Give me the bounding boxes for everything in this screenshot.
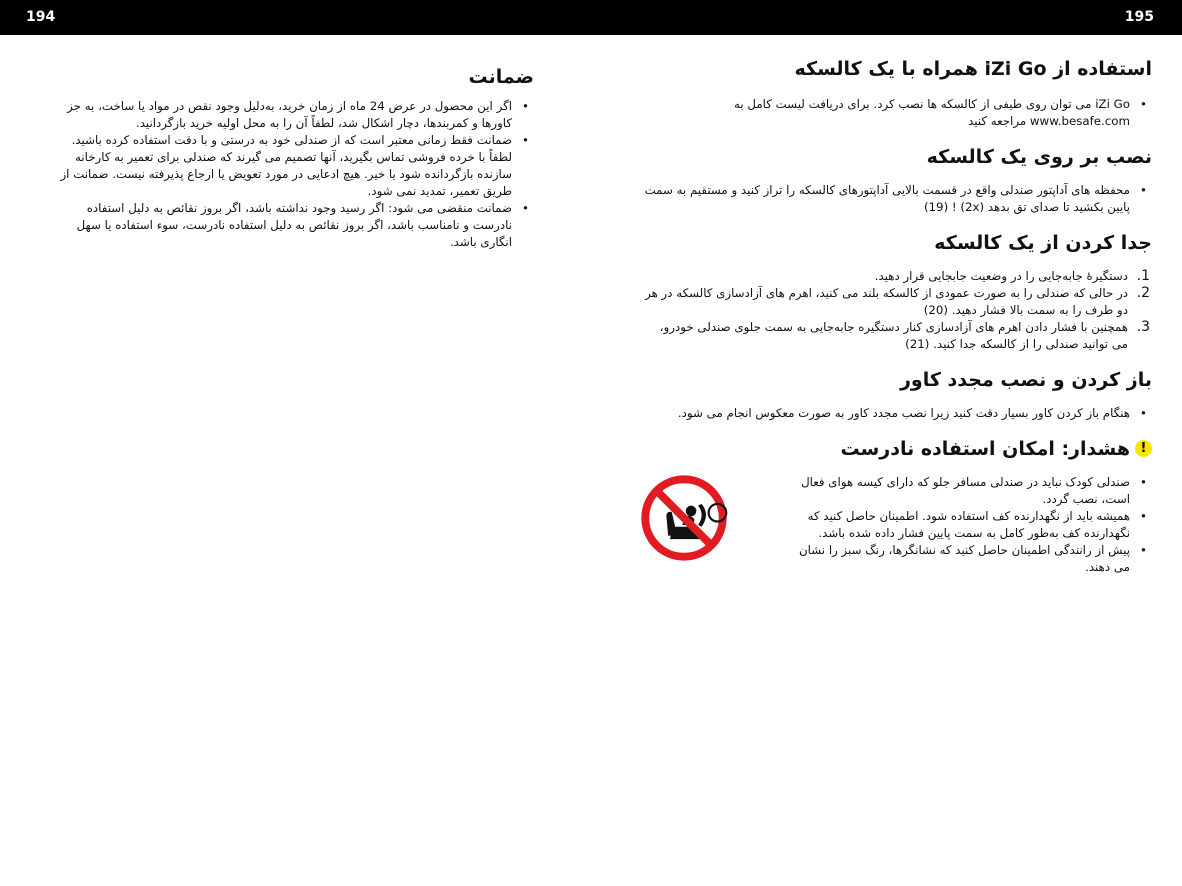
list-item <box>640 268 1152 285</box>
top-bar <box>0 0 1182 35</box>
list-item: • ضمانت فقط زمانی معتبر است که از صندلی خود به درستی و با دقت استفاده کرده باشید. لطفاً با خرده فروشی تماس بگیرید، آنها تصمیم می گیرند که صندلی برای تعمیر به کارخانه سازنده بازگردانده شود یا خیر. هیچ ادعایی در مورد تعویض یا ارجاع پذیرفته نیست. ضمانت از طریق تعمیر، تمدید نمی شود. <box>46 132 534 200</box>
list-item: • اگر این محصول در عرض 24 ماه از زمان خرید، به‌دلیل وجود نقص در مواد یا ساخت، به جز کاورها و کمربندها، دچار اشکال شد، لطفاً آن را به محل اولیه خرید بازگردانید. <box>46 98 534 132</box>
section-title-stroller-use: استفاده از iZi Go همراه با یک کالسکه <box>794 58 1152 80</box>
list-item: • صندلی کودک نباید در صندلی مسافر جلو که دارای کیسه هوای فعال است، نصب گردد. <box>790 474 1152 508</box>
warning-header <box>640 436 1152 462</box>
step-text: در حالی که صندلی را به صورت عمودی از کالسکه بلند می کنید، اهرم های آزادسازی کالسکه در هر دو طرف را به سمت بالا فشار دهید. (20) <box>645 286 1128 317</box>
step-number: 3. <box>1136 319 1150 335</box>
right-column <box>640 56 1152 576</box>
page-number-right: 195 <box>1124 9 1154 25</box>
step-number: 1. <box>1136 268 1150 284</box>
no-airbag-front-seat-icon <box>640 474 728 562</box>
section-title-install-on-stroller: نصب بر روی یک کالسکه <box>926 146 1152 168</box>
step-number: 2. <box>1136 285 1150 301</box>
list-item: • هنگام باز کردن کاور بسیار دقت کنید زیرا نصب مجدد کاور به صورت معکوس انجام می شود. <box>640 405 1152 422</box>
section-title-remove-from-stroller: جدا کردن از یک کالسکه <box>934 232 1152 254</box>
section-title-cover-removal: باز کردن و نصب مجدد کاور <box>899 369 1152 391</box>
warranty-title: ضمانت <box>468 66 534 88</box>
warning-block <box>640 436 1152 576</box>
warning-title: هشدار: امکان استفاده نادرست <box>840 438 1130 460</box>
list-item <box>640 319 1152 353</box>
list-item: • محفظه های آداپتور صندلی واقع در قسمت بالایی آداپتورهای کالسکه را تراز کنید و مستقیم به سمت پایین بکشید تا صدای تق بدهد (2x) ! (19) <box>640 182 1152 216</box>
list-item: • ضمانت منقضی می شود: اگر رسید وجود نداشته باشد، اگر بروز نقائص به دلیل استفاده نادرست و نامناسب باشد، اگر بروز نقائص به دلیل استفاده نادرست، سوء استفاده یا سهل انگاری باشد. <box>46 200 534 251</box>
step-text: دستگیرهٔ جابه‌جایی را در وضعیت جابجایی قرار دهید. <box>874 269 1128 283</box>
list-item: • پیش از رانندگی اطمینان حاصل کنید که نشانگرها، رنگ سبز را نشان می دهند. <box>790 542 1152 576</box>
list-item <box>640 285 1152 319</box>
warning-icon: ! <box>1135 440 1152 457</box>
list-item: • همیشه باید از نگهدارنده کف استفاده شود. اطمینان حاصل کنید که نگهدارنده کف به‌طور کامل به سمت پایین فشار داده شده باشد. <box>790 508 1152 542</box>
page-number-left: 194 <box>26 9 56 25</box>
left-column <box>46 64 534 251</box>
step-text: همچنین با فشار دادن اهرم های آزادسازی کنار دستگیره جابه‌جایی به سمت جلوی صندلی خودرو، می توانید صندلی را از کالسکه جدا کنید. (21) <box>659 320 1128 351</box>
list-item: • iZi Go می توان روی طیفی از کالسکه ها نصب کرد. برای دریافت لیست کامل به www.besafe.com مراجعه کنید <box>640 96 1152 130</box>
